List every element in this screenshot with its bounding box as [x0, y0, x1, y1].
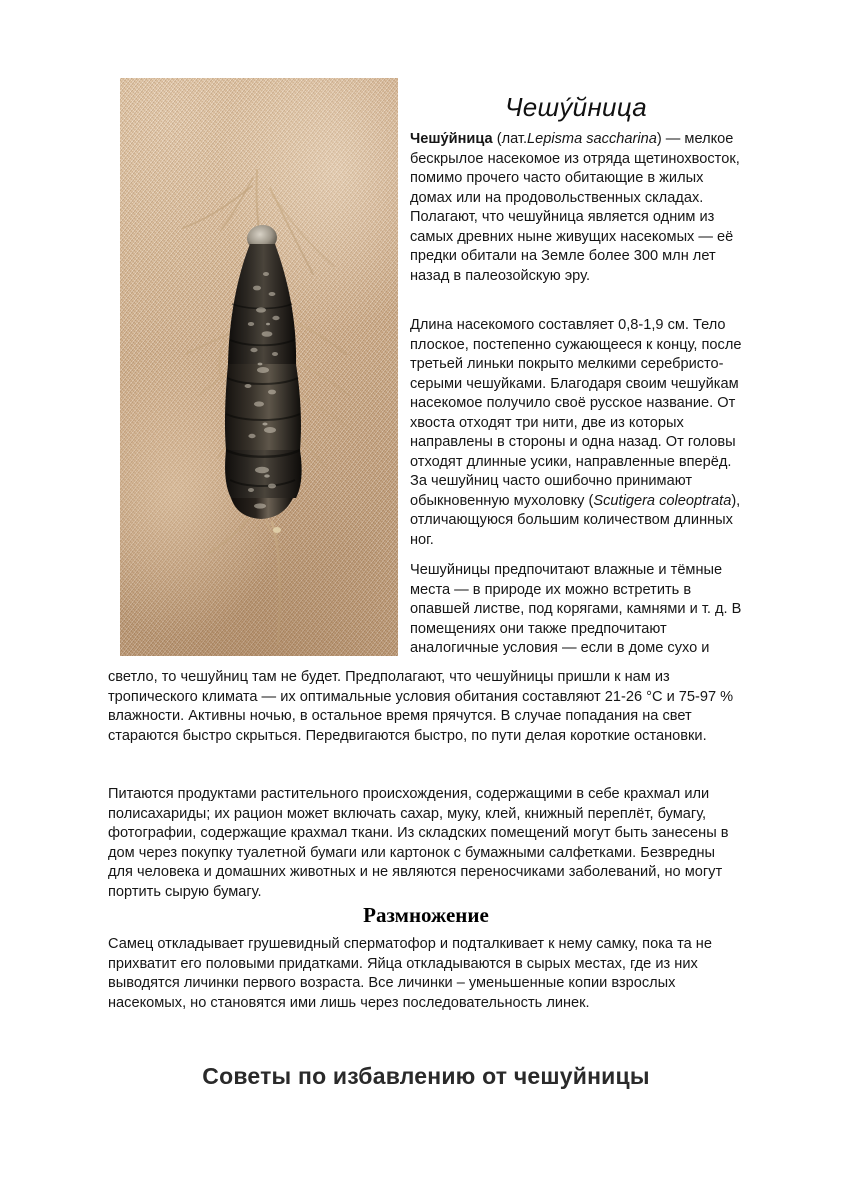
paragraph-description [410, 316, 744, 550]
heading-reproduction: Размножение [363, 903, 489, 927]
paragraph-description-b: ), отличающуюся большим количеством длинных ног. [410, 492, 741, 548]
latin-prefix: (лат. [492, 131, 528, 147]
paragraph-description-a: Длина насекомого составляет 0,8-1,9 см. Тело плоское, постепенно сужающееся к концу, после третьей линьки покрыто мелкими серебристо-серыми чешуйками. Благодаря своим чешуйкам насекомое получило своё русское название. От хвоста отходят три нити, две из которых направлены в стороны и одна назад. От головы отходят длинные усики, направленные вперёд. За чешуйниц часто ошибочно принимают обыкновенную мухоловку ( [410, 317, 742, 509]
paragraph-reproduction: Самец откладывает грушевидный сперматофор и подталкивает к нему самку, пока та не прихватит его половыми придатками. Яйца откладываются в сырых местах, где из них выводятся личинки первого возраста. Все личинки – уменьшенные копии взрослых насекомых, но становятся ими лишь через последовательность линек. [108, 936, 712, 1011]
latin-binomial: Lepisma saccharina [527, 131, 657, 147]
heading-tips: Советы по избавлению от чешуйницы [202, 1063, 650, 1089]
term-bold: Чешу́йница [410, 131, 493, 147]
paragraph-climate: светло, то чешуйниц там не будет. Предполагают, что чешуйницы пришли к нам из тропического климата — их оптимальные условия обитания составляют 21-26 °С и 75-97 % влажности. Активны ночью, в остальное время прячутся. В случае попадания на свет стараются быстро скрыться. Передвигаются быстро, по пути делая короткие остановки. [108, 669, 734, 744]
paragraph-definition [410, 130, 744, 286]
paragraph-diet: Питаются продуктами растительного происхождения, содержащими в себе крахмал или полисахариды; их рацион может включать сахар, муку, клей, книжный переплёт, бумагу, фотографии, содержащие крахмал ткани. Из складских помещений могут быть занесены в дом через покупку туалетной бумаги или картонок с бумажными салфетками. Безвредны для человека и домашних животных и не являются переносчиками заболеваний, но могут портить сырую бумагу. [108, 786, 729, 900]
page-title: Чешу́йница [504, 92, 648, 122]
paragraph-definition-rest: ) — мелкое бескрылое насекомое из отряда щетинохвосток, помимо прочего часто обитающие в жилых домах или на продовольственных складах. Полагают, что чешуйница является одним из самых древних ныне живущих насекомых — её предки обитали на Земле более 300 млн лет назад в палеозойскую эру. [410, 131, 740, 284]
paragraph-habitat: Чешуйницы предпочитают влажные и тёмные места — в природе их можно встретить в опавшей листве, под корягами, камнями и т. д. В помещениях они также предпочитают аналогичные условия — если в доме сухо и [410, 562, 742, 656]
silverfish-body-illustration [120, 78, 398, 656]
latin-binomial-scutigera: Scutigera coleoptrata [593, 492, 732, 509]
silverfish-photograph [120, 78, 398, 656]
